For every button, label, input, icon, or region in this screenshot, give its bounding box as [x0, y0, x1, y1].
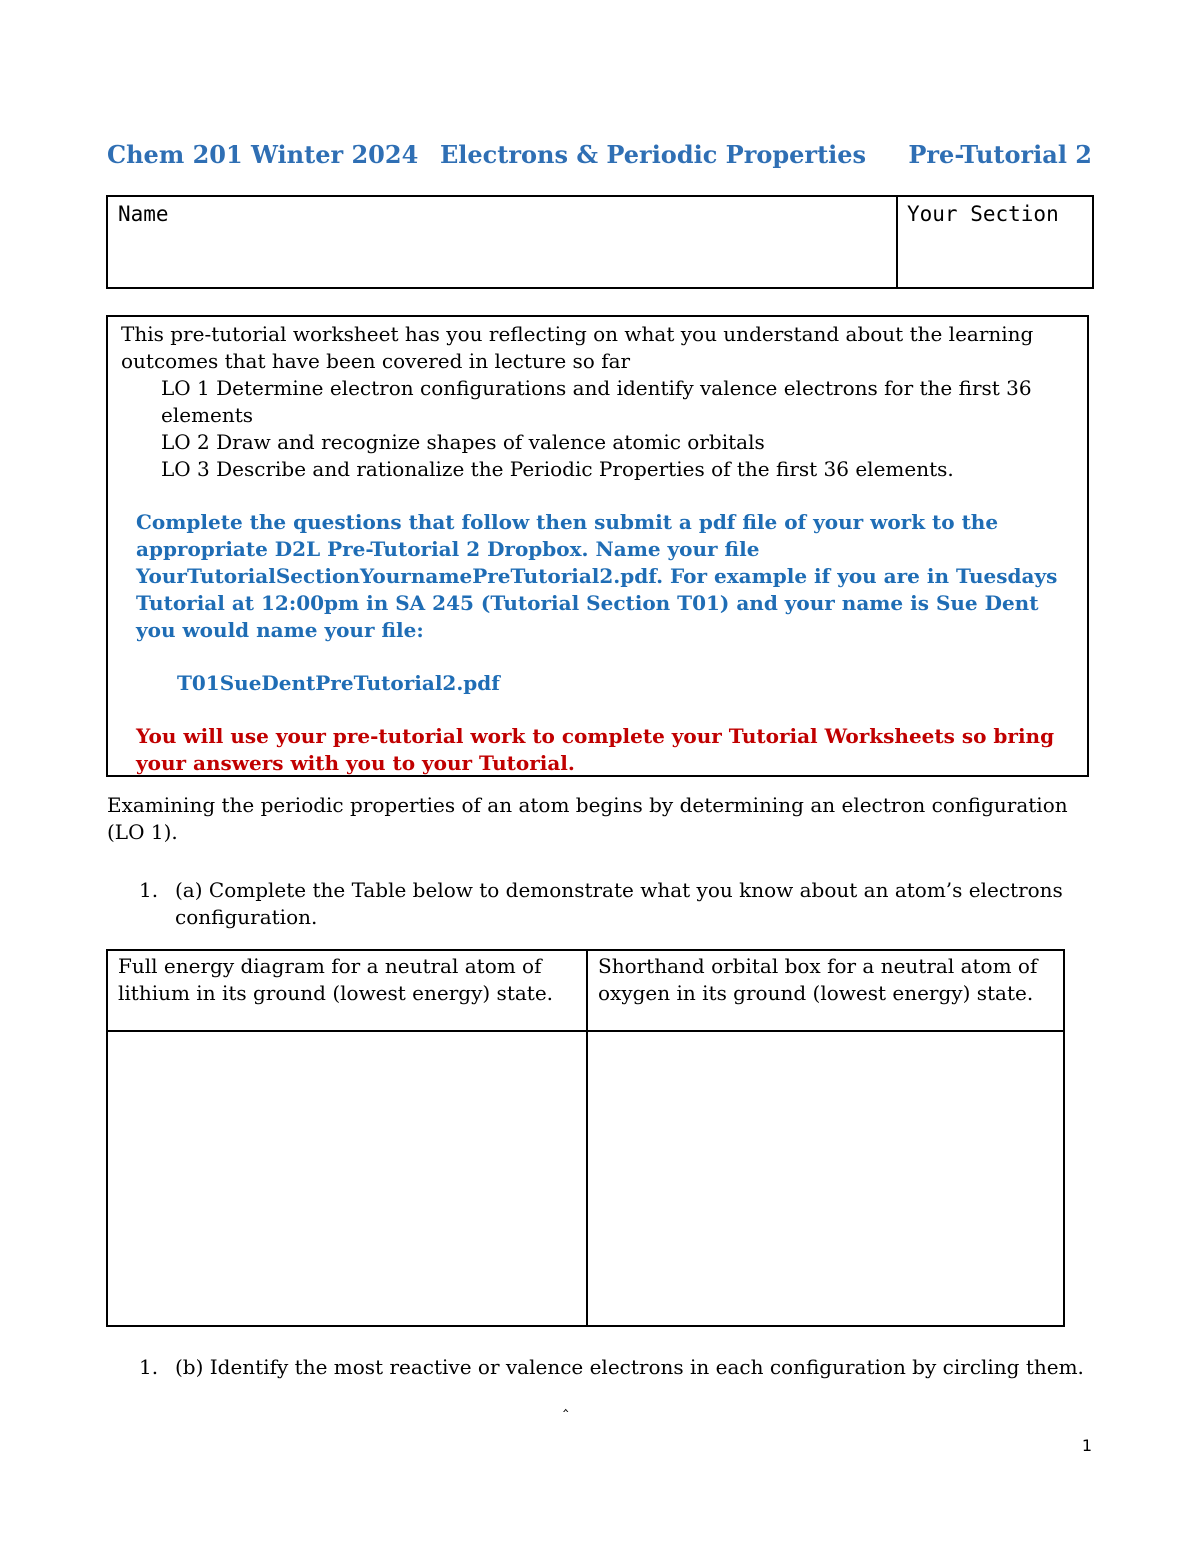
assignment-title: Pre-Tutorial 2 — [908, 140, 1092, 169]
page-number: 1 — [1081, 1436, 1092, 1455]
name-field[interactable] — [108, 197, 898, 287]
electron-config-table — [106, 949, 1065, 1327]
file-name-example: T01SueDentPreTutorial2.pdf — [177, 671, 500, 695]
lithium-diagram-header: Full energy diagram for a neutral atom of lithium in its ground (lowest energy) state. — [118, 954, 554, 1005]
section-intro: Examining the periodic properties of an atom begins by determining an electron configuration (LO 1). — [107, 793, 1068, 844]
question-1a — [107, 877, 1097, 931]
question-1a-number: 1. — [139, 878, 159, 902]
learning-outcome-3: LO 3 Describe and rationalize the Periodic Properties of the first 36 elements. — [161, 457, 954, 481]
question-1b-number: 1. — [139, 1355, 159, 1379]
section-label: Your Section — [907, 202, 1059, 226]
lithium-diagram-answer-cell[interactable] — [108, 1032, 586, 1325]
name-section-table — [106, 195, 1094, 289]
tutorial-reminder: You will use your pre-tutorial work to complete your Tutorial Worksheets so bring your answers with you to your Tutorial. — [136, 724, 1055, 775]
topic-title: Electrons & Periodic Properties — [440, 140, 867, 169]
learning-outcome-1: LO 1 Determine electron configurations and identify valence electrons for the first 36 elements — [161, 376, 1032, 427]
info-intro: This pre-tutorial worksheet has you reflecting on what you understand about the learning outcomes that have been covered in lecture so far — [121, 322, 1034, 373]
learning-outcome-2: LO 2 Draw and recognize shapes of valence atomic orbitals — [161, 430, 765, 454]
section-field[interactable] — [898, 197, 1092, 287]
question-1b-text: (b) Identify the most reactive or valence electrons in each configuration by circling them. — [175, 1355, 1084, 1379]
oxygen-orbital-box-answer-cell[interactable] — [588, 1032, 1063, 1325]
course-title: Chem 201 Winter 2024 — [107, 140, 419, 169]
submission-instructions: Complete the questions that follow then submit a pdf file of your work to the appropriate D2L Pre-Tutorial 2 Dropbox. Name your file YourTutorialSectionYournamePreTutorial2.pdf. For example if you are in Tuesdays Tutorial at 12:00pm in SA 245 (Tutorial Section T01) and your name is Sue Dent you would name your file: — [136, 510, 1058, 642]
stray-mark: ‸ — [563, 1393, 569, 1412]
question-1b — [107, 1354, 1097, 1381]
name-label: Name — [118, 202, 169, 226]
instructions-box — [106, 315, 1089, 777]
question-1a-text: (a) Complete the Table below to demonstrate what you know about an atom’s electrons configuration. — [175, 878, 1063, 929]
page-header — [107, 140, 1092, 174]
oxygen-orbital-box-header: Shorthand orbital box for a neutral atom of oxygen in its ground (lowest energy) state. — [598, 954, 1038, 1005]
